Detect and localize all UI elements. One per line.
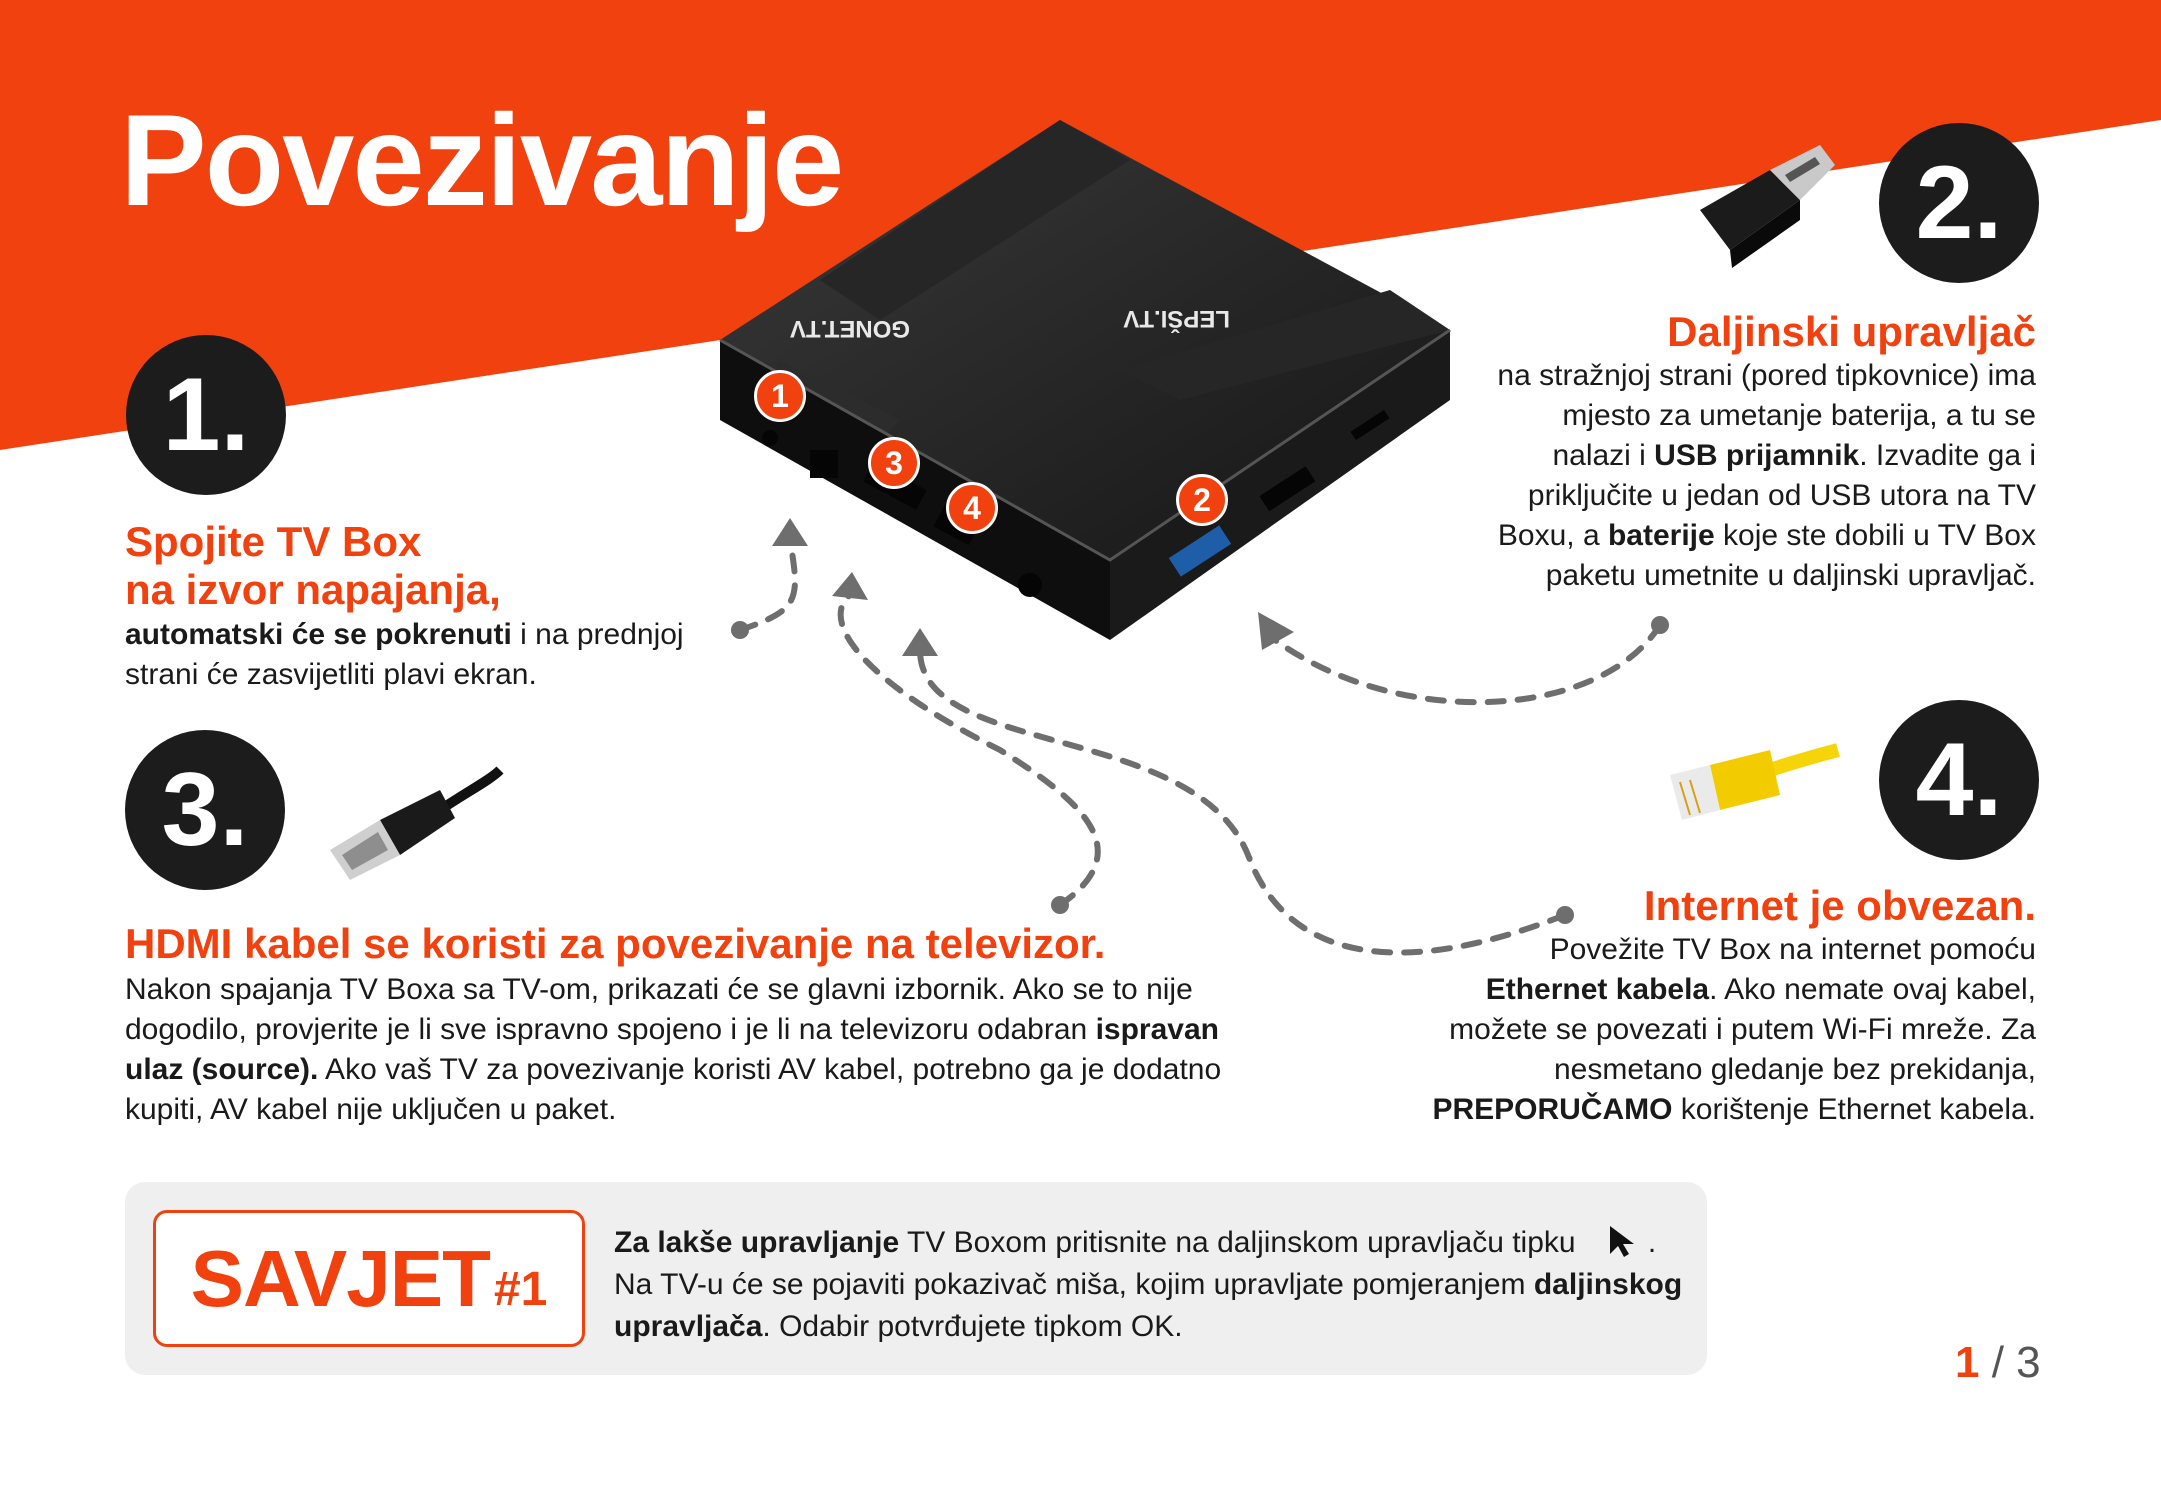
port-badge-3: 3 [868,437,920,489]
port-badge-1: 1 [754,370,806,422]
tip-line-3 [614,1306,1694,1348]
step-1-heading-line2: na izvor napajanja, [125,566,501,614]
step-4-body-bold1: Ethernet kabela [1485,973,1710,1007]
step-4-badge: 4. [1879,700,2039,860]
step-2-section [1480,308,2036,596]
hdmi-cable-icon [320,760,510,880]
step-2-body-part2: . Izvadite ga i priključite u jedan od USB utora na TV Boxu, a [1497,439,2036,553]
step-3-section [125,920,1235,1130]
step-3-heading: HDMI kabel se koristi za povezivanje na televizor. [125,920,1106,967]
step-3-badge: 3. [125,730,285,890]
step-1-badge: 1. [126,335,286,495]
page-separator: / [1979,1338,2017,1387]
step-4-body-part3: korištenje Ethernet kabela. [1672,1093,2036,1127]
page-title: Povezivanje [120,87,843,233]
tip-line1-rest: TV Boxom pritisnite na daljinskom upravljaču tipku [899,1226,1576,1259]
tip-line2-bold: daljinskog [1533,1268,1683,1301]
step-2-body-bold1: USB prijamnik [1654,439,1860,473]
step-2-body-bold2: baterije [1607,519,1715,553]
brand-lepsi: LEPŠI.TV [1123,305,1230,332]
step-3-body-part2: Ako vaš TV za povezivanje koristi AV kabel, potrebno ga je dodatno kupiti, AV kabel nije uključen u paket. [125,1053,1222,1127]
tip-number: #1 [493,1263,548,1316]
tv-box-device [700,120,1460,680]
step-3-body [125,970,1235,1130]
tip-word: SAVJET [190,1233,490,1323]
page-total: 3 [2016,1338,2041,1387]
step-4-section [1430,882,2036,1130]
step-4-heading: Internet je obvezan. [1643,882,2036,929]
usb-receiver-icon [1690,140,1840,270]
tip-line2-text: Na TV-u će se pojaviti pokazivač miša, kojim upravljate pomjeranjem [614,1268,1534,1301]
step-1-heading-line1: Spojite TV Box [125,518,422,565]
tip-text [614,1222,1694,1348]
tip-line-2 [614,1264,1694,1306]
step-2-body [1480,356,2036,596]
ethernet-cable-icon [1660,720,1840,840]
tip-line1-end: . [1647,1226,1657,1259]
tip-line3-rest: . Odabir potvrđujete tipkom OK. [762,1310,1183,1343]
step-2-body-part3: koje ste dobili u TV Box paketu umetnite u daljinski upravljač. [1545,519,2036,593]
step-3-body-bold: ispravan ulaz (source). [125,1013,1219,1087]
mouse-pointer-icon [1606,1224,1642,1258]
step-4-body-bold2: PREPORUČAMO [1432,1093,1673,1127]
tip-line1-bold: Za lakše upravljanje [614,1226,900,1259]
tip-line-1 [614,1222,1694,1264]
step-4-body-part2: . Ako nemate ovaj kabel, možete se povezati i putem Wi-Fi mreže. Za nesmetano gledanje bez prekidanja, [1449,973,2036,1087]
brand-gonet: GONET.TV [789,315,910,342]
page-current: 1 [1955,1338,1980,1387]
step-1-section [125,518,725,695]
step-2-heading: Daljinski upravljač [1667,308,2036,355]
tip-line3-bold: upravljača [614,1310,763,1343]
step-1-body [125,615,705,695]
port-badge-4: 4 [946,482,998,534]
page-indicator [1955,1338,2041,1388]
step-4-body-part1: Povežite TV Box na internet pomoću [1549,933,2036,967]
step-2-body-part1: na stražnjoj strani (pored tipkovnice) ima mjesto za umetanje baterija, a tu se nalazi i [1497,359,2036,473]
step-4-body [1430,930,2036,1130]
port-badge-2: 2 [1176,474,1228,526]
step-3-body-part1: Nakon spajanja TV Boxa sa TV-om, prikazati će se glavni izbornik. Ako se to nije dogodilo, provjerite je li sve ispravno spojeno i je li na televizoru odabran [125,973,1193,1047]
tip-label-box [153,1210,585,1347]
step-1-body-bold: automatski će se pokrenuti [125,617,512,651]
step-2-badge: 2. [1879,123,2039,283]
step-1-body-rest: i na prednjoj strani će zasvijetliti plavi ekran. [125,617,684,691]
